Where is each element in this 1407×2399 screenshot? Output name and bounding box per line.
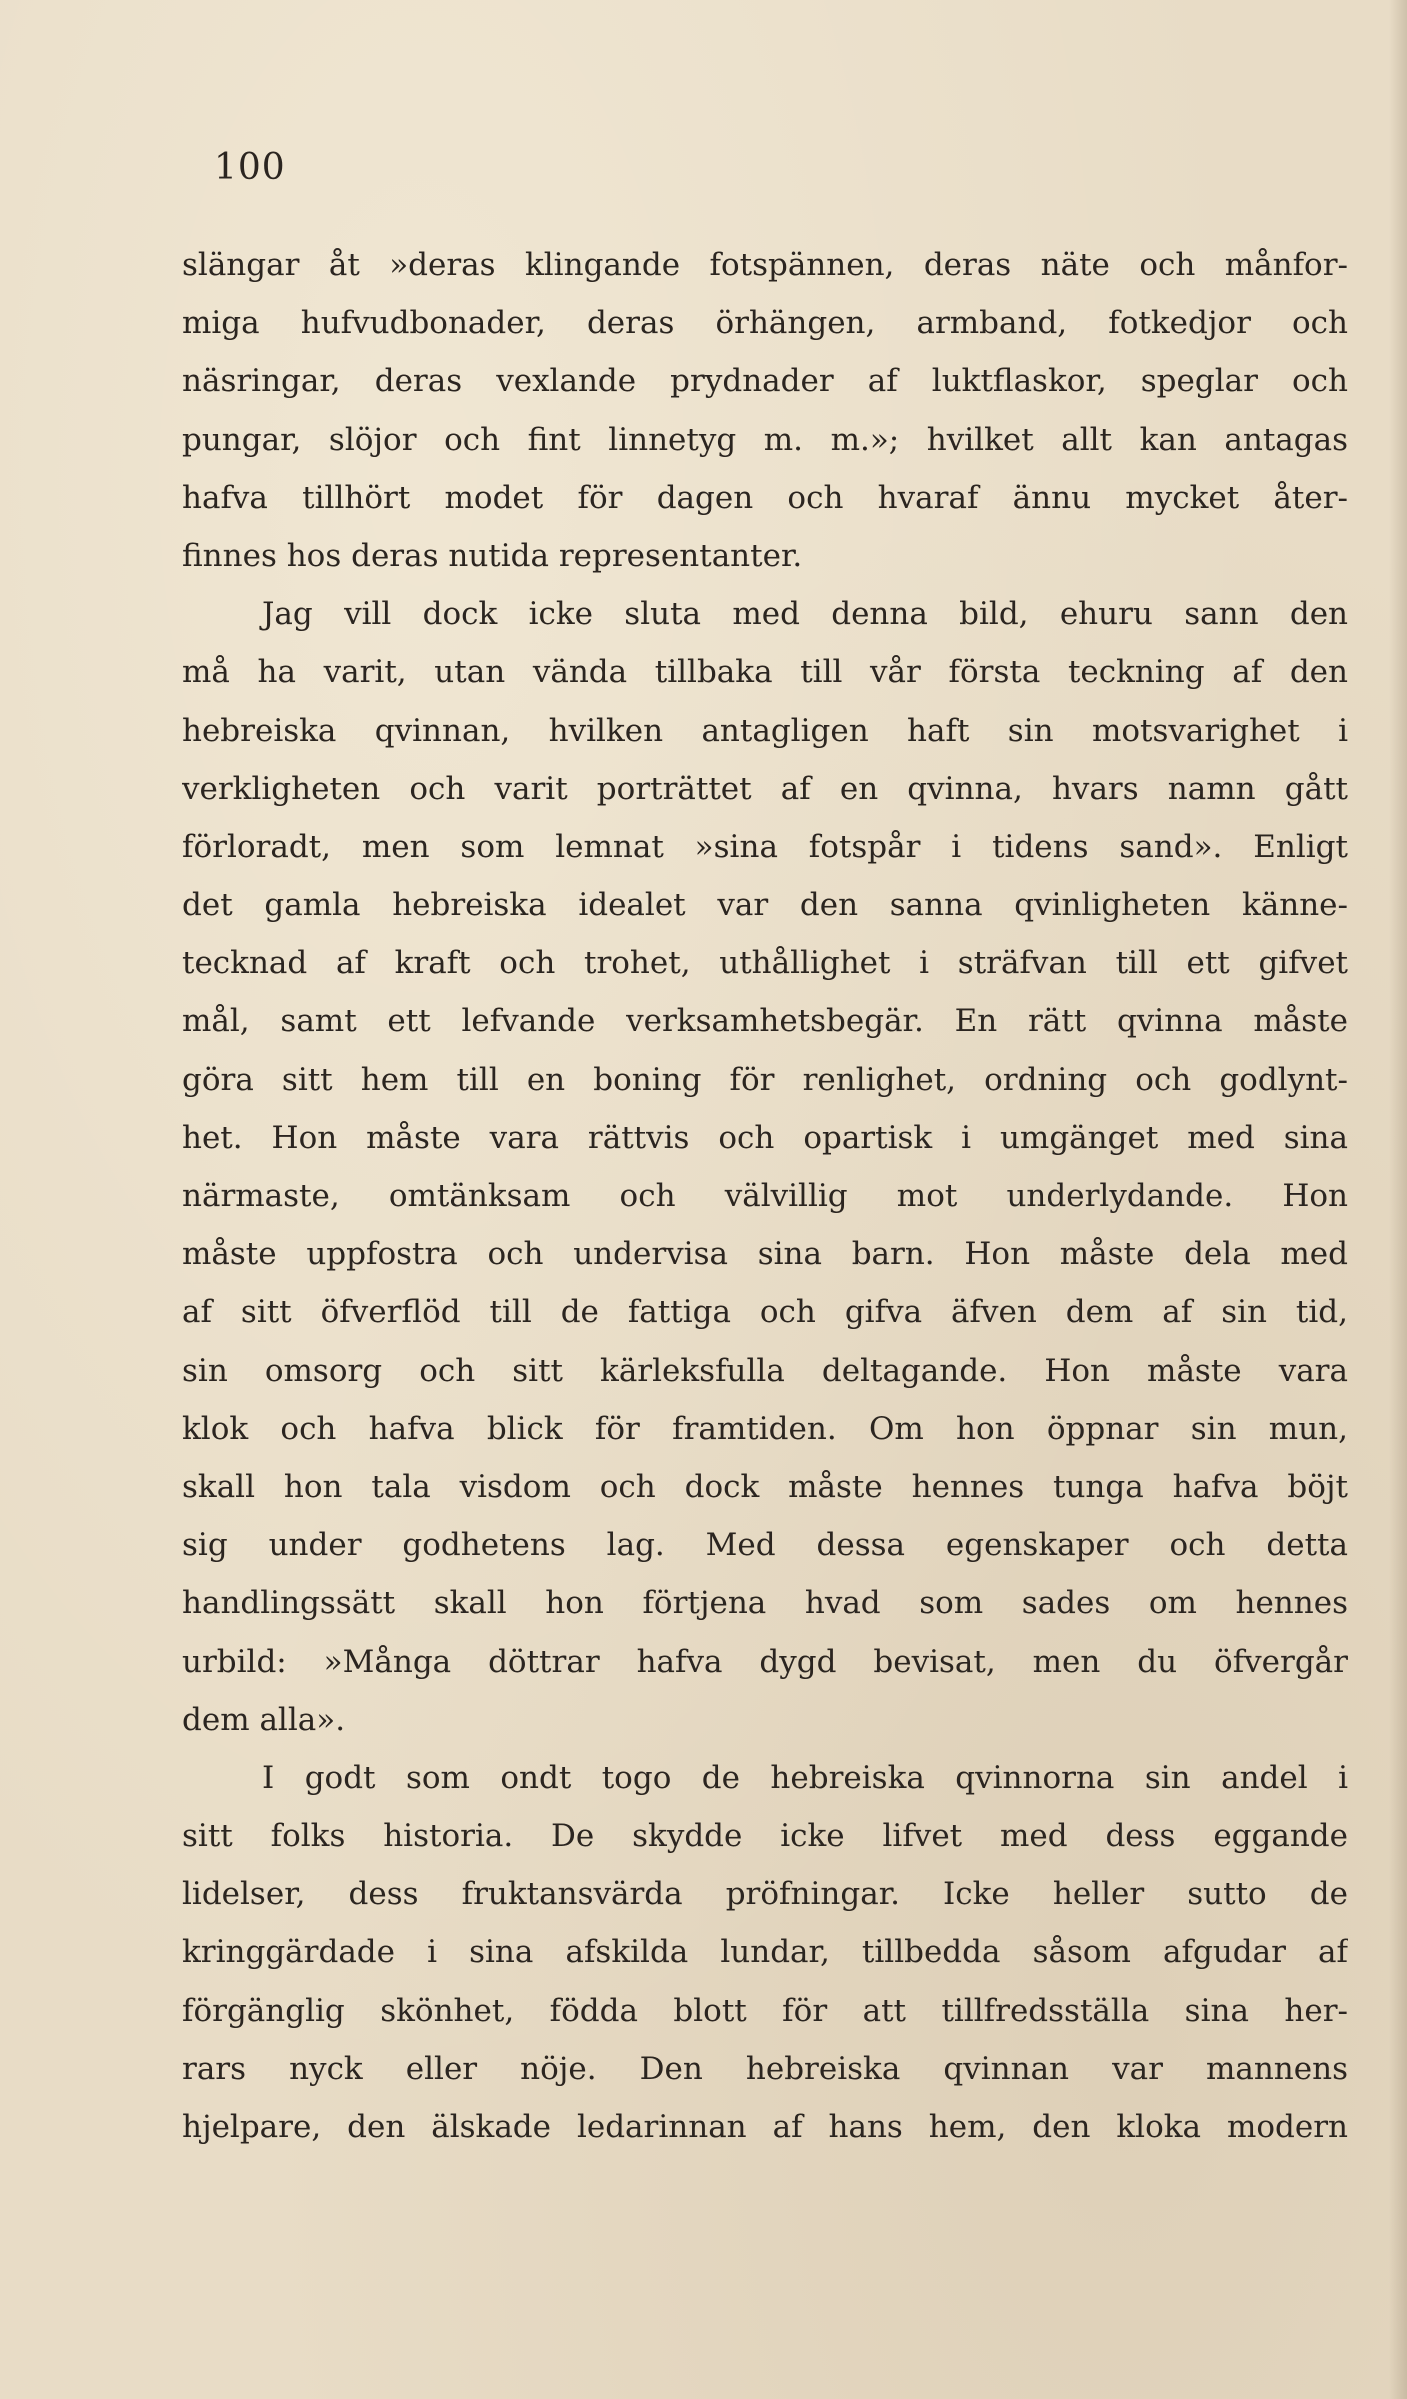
page-edge-shadow xyxy=(1389,0,1407,2399)
text-line: kringgärdade i sina afskilda lundar, tillbedda såsom afgudar af xyxy=(182,1934,1348,1971)
text-line: hebreiska qvinnan, hvilken antagligen haft sin motsvarighet i xyxy=(182,712,1348,749)
text-line: förgänglig skönhet, födda blott för att tillfredsställa sina her- xyxy=(182,1992,1348,2029)
text-line: Jag vill dock icke sluta med denna bild, ehuru sann den xyxy=(262,596,1348,633)
text-line: klok och hafva blick för framtiden. Om hon öppnar sin mun, xyxy=(182,1410,1348,1447)
text-line: miga hufvudbonader, deras örhängen, armband, fotkedjor och xyxy=(182,305,1348,342)
text-line: näsringar, deras vexlande prydnader af luktflaskor, speglar och xyxy=(182,363,1348,400)
text-line: lidelser, dess fruktansvärda pröfningar. Icke heller sutto de xyxy=(182,1876,1348,1913)
text-line: rars nyck eller nöje. Den hebreiska qvinnan var mannens xyxy=(182,2050,1348,2087)
text-line: verkligheten och varit porträttet af en qvinna, hvars namn gått xyxy=(182,770,1348,807)
text-line: göra sitt hem till en boning för renlighet, ordning och godlynt- xyxy=(182,1061,1348,1098)
text-line: handlingssätt skall hon förtjena hvad som sades om hennes xyxy=(182,1585,1348,1622)
text-line: det gamla hebreiska idealet var den sanna qvinligheten känne- xyxy=(182,887,1348,924)
text-line: hafva tillhört modet för dagen och hvaraf ännu mycket åter- xyxy=(182,479,1348,516)
text-line: I godt som ondt togo de hebreiska qvinnorna sin andel i xyxy=(262,1759,1348,1796)
text-line: urbild: »Många döttrar hafva dygd bevisat, men du öfvergår xyxy=(182,1643,1348,1680)
text-line: finnes hos deras nutida representanter. xyxy=(182,537,803,574)
text-line: må ha varit, utan vända tillbaka till vår första teckning af den xyxy=(182,654,1348,691)
text-line: het. Hon måste vara rättvis och opartisk i umgänget med sina xyxy=(182,1119,1348,1156)
text-line: mål, samt ett lefvande verksamhetsbegär. En rätt qvinna måste xyxy=(182,1003,1348,1040)
text-line: sitt folks historia. De skydde icke lifvet med dess eggande xyxy=(182,1818,1348,1855)
text-line: pungar, slöjor och fint linnetyg m. m.»; hvilket allt kan antagas xyxy=(182,421,1348,458)
body-text xyxy=(182,236,1348,2156)
text-line: tecknad af kraft och trohet, uthållighet i sträfvan till ett gifvet xyxy=(182,945,1348,982)
text-line: hjelpare, den älskade ledarinnan af hans hem, den kloka modern xyxy=(182,2109,1348,2145)
text-line: dem alla». xyxy=(182,1701,346,1738)
text-line: måste uppfostra och undervisa sina barn. Hon måste dela med xyxy=(182,1236,1348,1273)
page-number: 100 xyxy=(214,147,286,188)
text-line: sin omsorg och sitt kärleksfulla deltagande. Hon måste vara xyxy=(182,1352,1348,1389)
text-line: närmaste, omtänksam och välvillig mot underlydande. Hon xyxy=(182,1178,1348,1214)
text-line: skall hon tala visdom och dock måste hennes tunga hafva böjt xyxy=(182,1468,1348,1505)
text-line: slängar åt »deras klingande fotspännen, deras näte och månfor- xyxy=(182,247,1348,283)
text-line: af sitt öfverflöd till de fattiga och gifva äfven dem af sin tid, xyxy=(182,1294,1348,1331)
text-line: sig under godhetens lag. Med dessa egenskaper och detta xyxy=(182,1527,1348,1564)
text-line: förloradt, men som lemnat »sina fotspår i tidens sand». Enligt xyxy=(182,828,1348,865)
